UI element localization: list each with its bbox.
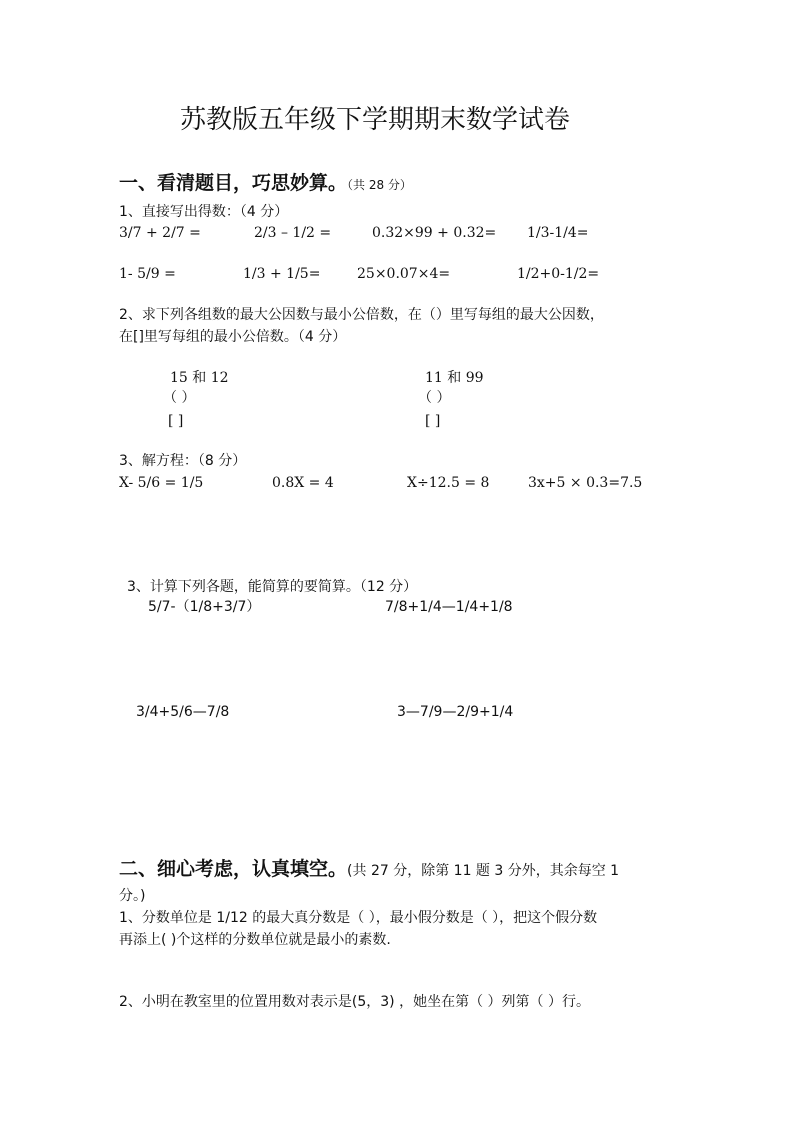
section2-points-cont: 分。): [119, 888, 146, 904]
page-title: 苏教版五年级下学期期末数学试卷: [180, 105, 571, 135]
q2-right-bracket: [ ]: [425, 413, 441, 429]
s2-q1-line2: 再添上( )个这样的分数单位就是最小的素数.: [119, 932, 391, 948]
q1-label: 1、直接写出得数：（4 分）: [119, 204, 289, 220]
q2-right-pair: 11 和 99: [425, 370, 484, 386]
q1-item: 1/2+0-1/2=: [517, 266, 600, 282]
q1-item: 1/3 + 1/5=: [243, 266, 321, 282]
q3-equation: X÷12.5 = 8: [407, 475, 490, 491]
q4-label: 3、计算下列各题，能简算的要简算。（12 分）: [127, 579, 418, 595]
section2-points: (共 27 分，除第 11 题 3 分外，其余每空 1: [347, 863, 620, 879]
q3-equation: 3x+5 × 0.3=7.5: [528, 475, 643, 491]
q2-label-line1: 2、求下列各组数的最大公因数与最小公倍数，在（）里写每组的最大公因数，: [119, 307, 604, 323]
q1-item: 1- 5/9 =: [119, 266, 176, 282]
q3-label: 3、解方程：（8 分）: [119, 453, 247, 469]
q4-item: 5/7-（1/8+3/7）: [148, 599, 261, 615]
q2-left-paren: （ ）: [163, 390, 196, 406]
q3-equation: X- 5/6 = 1/5: [119, 475, 204, 491]
s2-q2: 2、小明在教室里的位置用数对表示是(5，3) ，她坐在第（ ）列第（ ）行。: [119, 994, 590, 1010]
section2-heading: [119, 857, 619, 881]
section2-heading-dot: 。: [328, 858, 348, 880]
q3-equation: 0.8X = 4: [272, 475, 334, 491]
q4-item: 3/4+5/6—7/8: [136, 704, 230, 720]
q1-item: 25×0.07×4=: [357, 266, 451, 282]
q1-item: 3/7 + 2/7 =: [119, 225, 201, 241]
q1-item: 0.32×99 + 0.32=: [372, 225, 497, 241]
section1-points: （共 28 分）: [347, 178, 412, 192]
q2-left-bracket: [ ]: [168, 413, 184, 429]
q4-item: 3—7/9—2/9+1/4: [397, 704, 514, 720]
q2-left-pair: 15 和 12: [170, 370, 229, 386]
q1-item: 2/3 – 1/2 =: [254, 225, 332, 241]
section1-heading-dot: 。: [328, 172, 348, 194]
section1-heading: [119, 171, 412, 197]
q2-label-line2: 在[]里写每组的最小公倍数。（4 分）: [119, 329, 347, 345]
section1-heading-text: 一、看清题目，巧思妙算: [119, 172, 329, 194]
section2-heading-text: 二、细心考虑，认真填空: [119, 858, 329, 880]
q2-right-paren: （ ）: [418, 390, 451, 406]
s2-q1-line1: 1、分数单位是 1/12 的最大真分数是（ ），最小假分数是（ ），把这个假分数: [119, 910, 598, 926]
q1-item: 1/3-1/4=: [527, 225, 589, 241]
q4-item: 7/8+1/4—1/4+1/8: [385, 599, 513, 615]
